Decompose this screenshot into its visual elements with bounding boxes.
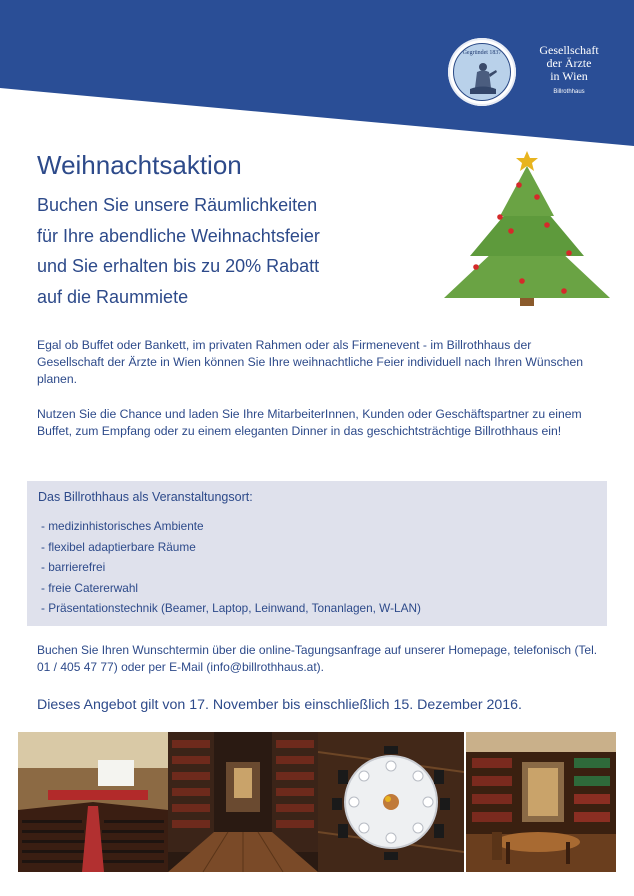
ornament (534, 194, 540, 200)
ornament (473, 264, 479, 270)
photo-library-reading-room (466, 732, 616, 872)
ornament (497, 214, 503, 220)
venue-box-title: Das Billrothhaus als Veranstaltungsort: (38, 490, 253, 504)
list-item: - flexibel adaptierbare Räume (41, 539, 196, 554)
org-name-line: der Ärzte (546, 56, 592, 70)
banquet-table-image (318, 732, 464, 872)
offer-validity: Dieses Angebot gilt von 17. November bis einschließlich 15. Dezember 2016. (37, 697, 522, 713)
lecture-hall-image (18, 732, 168, 872)
headline-line: für Ihre abendliche Weihnachtsfeier (37, 225, 320, 246)
page-title: Weihnachtsaktion (37, 150, 242, 180)
headline-line: und Sie erhalten bis zu 20% Rabatt (37, 256, 320, 276)
venue-features-box (27, 481, 607, 626)
society-seal-logo (448, 38, 516, 106)
list-item: - medizinhistorisches Ambiente (41, 519, 204, 533)
org-name-line: Gesellschaft (539, 43, 599, 57)
photo-strip (18, 732, 616, 872)
christmas-tree-icon (444, 150, 610, 306)
org-name-line: in Wien (550, 69, 588, 83)
venue-feature-list (41, 519, 421, 622)
seal-figure-icon (454, 44, 511, 101)
photo-banquet-table (318, 732, 464, 872)
ornament (516, 182, 522, 188)
tree-tier-top (500, 166, 554, 216)
booking-info: Buchen Sie Ihren Wunschtermin über die online-Tagungsanfrage auf unserer Homepage, telefonisch (Tel. 01 / 405 47 77) oder per E-Mail (info@billrothhaus.at). (37, 643, 598, 674)
ornament (519, 278, 525, 284)
reading-room-image (466, 732, 616, 872)
intro-paragraph: Egal ob Buffet oder Bankett, im privaten Rahmen oder als Firmenevent - im Billrothhaus der Gesellschaft der Ärzte in Wien können Sie Ihre weihnachtliche Feier individuell nach Ihren Wünschen planen. (37, 338, 584, 386)
headline-line: Buchen Sie unsere Räumlichkeiten (37, 195, 318, 215)
seal-inner (453, 43, 511, 101)
ornament (566, 250, 572, 256)
headline-subtitle (37, 190, 320, 312)
headline-line: auf die Raummiete (37, 286, 189, 307)
invitation-paragraph: Nutzen Sie die Chance und laden Sie Ihre MitarbeiterInnen, Kunden oder Geschäftspartner zu einem Buffet, zum Empfang oder zu einem eleganten Dinner in das geschichtsträchtige Billrothhaus ein! (37, 407, 582, 438)
list-item: - Präsentationstechnik (Beamer, Laptop, Leinwand, Tonanlagen, W-LAN) (41, 601, 421, 615)
photo-library-hall (168, 732, 318, 872)
photo-lecture-hall (18, 732, 168, 872)
ornament (561, 288, 567, 294)
library-hall-image (168, 732, 318, 872)
ornament (508, 228, 514, 234)
org-subtitle: Billrothhaus (553, 89, 585, 95)
list-item: - barrierefrei (41, 560, 106, 574)
list-item: - freie Catererwahl (41, 580, 139, 595)
ornament (544, 222, 550, 228)
org-name (519, 44, 619, 99)
seal-ring-text: Gegründet 1837 (462, 50, 502, 56)
